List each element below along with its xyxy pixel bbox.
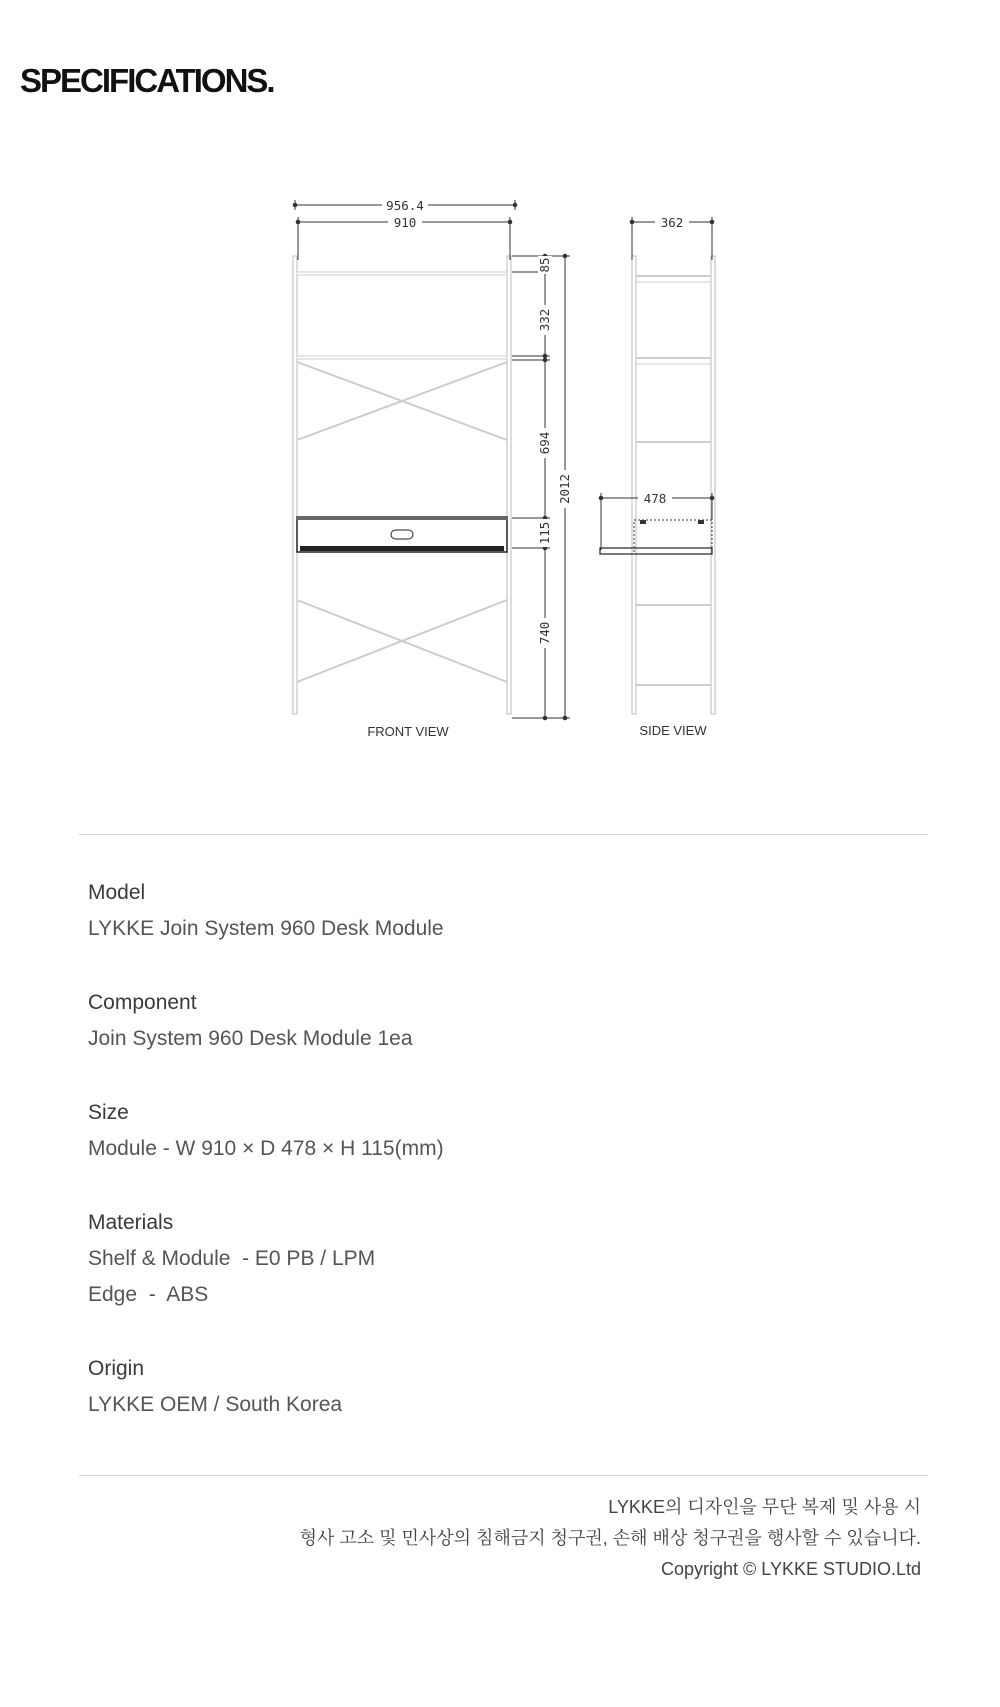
divider-top bbox=[79, 834, 928, 835]
dim-overall-width: 956.4 bbox=[386, 198, 424, 213]
page-title: SPECIFICATIONS. bbox=[20, 62, 274, 99]
dim-upper-section: 694 bbox=[537, 431, 552, 455]
spec-label: Origin bbox=[88, 1357, 145, 1380]
spec-value: Module - W 910 × D 478 × H 115(mm) bbox=[88, 1137, 444, 1160]
front-view-label: FRONT VIEW bbox=[367, 724, 449, 739]
footer-line-1: LYKKE의 디자인을 무단 복제 및 사용 시 bbox=[608, 1497, 921, 1517]
spec-list bbox=[88, 875, 888, 1461]
footer-line-2: 형사 고소 및 민사상의 침해금지 청구권, 손해 배상 청구권을 행사할 수 있습니다. bbox=[299, 1528, 921, 1548]
dim-depth: 362 bbox=[660, 215, 684, 230]
spec-materials bbox=[88, 1205, 888, 1313]
dim-top-gap: 85 bbox=[537, 257, 552, 273]
spec-value: Shelf & Module - E0 PB / LPM bbox=[88, 1247, 376, 1270]
divider-bottom bbox=[79, 1475, 928, 1476]
dim-shelf-gap: 332 bbox=[537, 308, 552, 332]
spec-label: Model bbox=[88, 881, 146, 904]
spec-value: Edge - ABS bbox=[88, 1283, 209, 1306]
spec-origin bbox=[88, 1351, 888, 1423]
side-view-frame bbox=[600, 256, 715, 714]
technical-drawing bbox=[0, 0, 1000, 800]
spec-value: LYKKE Join System 960 Desk Module bbox=[88, 917, 444, 940]
spec-label: Size bbox=[88, 1101, 129, 1124]
spec-model bbox=[88, 875, 888, 947]
dim-desk-height: 115 bbox=[537, 521, 552, 545]
spec-value: Join System 960 Desk Module 1ea bbox=[88, 1027, 413, 1050]
spec-component bbox=[88, 985, 888, 1057]
footer-copyright: Copyright © LYKKE STUDIO.Ltd bbox=[660, 1559, 921, 1579]
dim-inner-width: 910 bbox=[393, 215, 417, 230]
copyright-notice bbox=[300, 1492, 921, 1585]
side-view-label: SIDE VIEW bbox=[639, 723, 707, 738]
spec-value: LYKKE OEM / South Korea bbox=[88, 1393, 343, 1416]
spec-label: Component bbox=[88, 991, 197, 1014]
dim-floor-to-desk: 740 bbox=[537, 621, 552, 645]
spec-label: Materials bbox=[88, 1211, 174, 1234]
spec-size bbox=[88, 1095, 888, 1167]
front-view-frame bbox=[293, 256, 511, 714]
dim-total-height: 2012 bbox=[557, 473, 572, 505]
dim-desk-depth: 478 bbox=[643, 491, 667, 506]
